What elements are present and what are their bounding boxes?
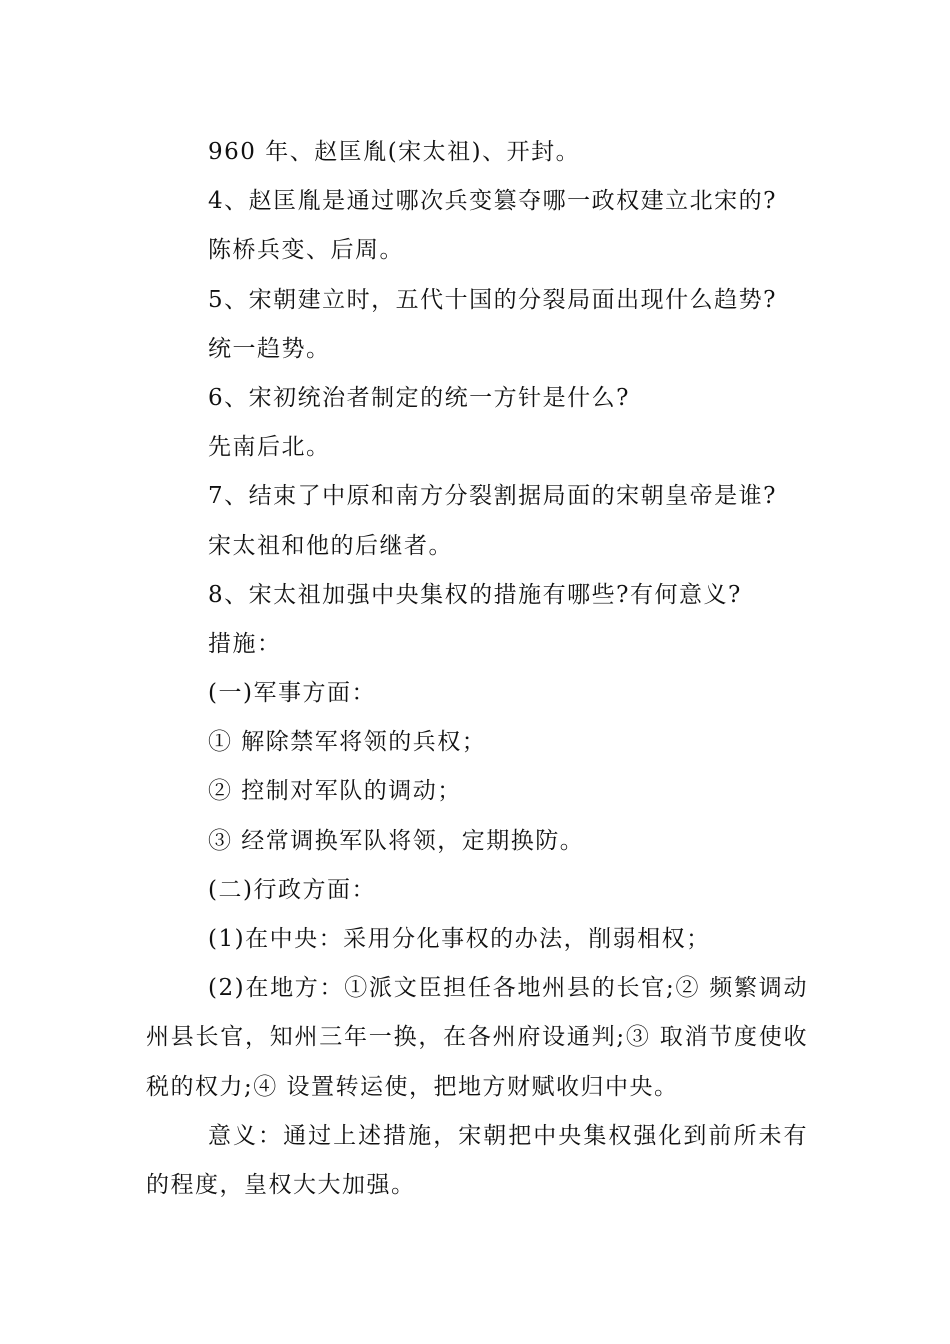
- significance-paragraph: 意义：通过上述措施，宋朝把中央集权强化到前所未有的程度，皇权大大加强。: [146, 1122, 808, 1198]
- question-8: 8、宋太祖加强中央集权的措施有哪些?有何意义?: [208, 581, 742, 608]
- question-7: 7、结束了中原和南方分裂割据局面的宋朝皇帝是谁?: [208, 483, 777, 510]
- answer-5: 统一趋势。: [208, 335, 331, 362]
- answer-6: 先南后北。: [208, 434, 331, 461]
- local-measure-paragraph: (2)在地方：①派文臣担任各地州县的长官;② 频繁调动州县长官，知州三年一换，在各州府设通判;③ 取消节度使收税的权力;④ 设置转运使，把地方财赋收归中央。: [146, 975, 808, 1100]
- administration-heading: (二)行政方面：: [208, 876, 376, 903]
- military-item-3: ③ 经常调换军队将领，定期换防。: [208, 827, 585, 854]
- answer-4: 陈桥兵变、后周。: [208, 237, 404, 264]
- document-body: [146, 128, 808, 1210]
- measures-heading: 措施：: [208, 630, 282, 657]
- answer-7: 宋太祖和他的后继者。: [208, 532, 453, 559]
- military-heading: (一)军事方面：: [208, 680, 376, 707]
- military-item-1: ① 解除禁军将领的兵权；: [208, 729, 487, 756]
- military-item-2: ② 控制对军队的调动；: [208, 778, 462, 805]
- text-line: 960 年、赵匡胤(宋太祖)、开封。: [208, 139, 581, 165]
- question-6: 6、宋初统治者制定的统一方针是什么?: [208, 384, 630, 411]
- central-measure: (1)在中央：采用分化事权的办法，削弱相权；: [208, 926, 711, 952]
- question-4: 4、赵匡胤是通过哪次兵变篡夺哪一政权建立北宋的?: [208, 188, 777, 215]
- question-5: 5、宋朝建立时，五代十国的分裂局面出现什么趋势?: [208, 286, 777, 313]
